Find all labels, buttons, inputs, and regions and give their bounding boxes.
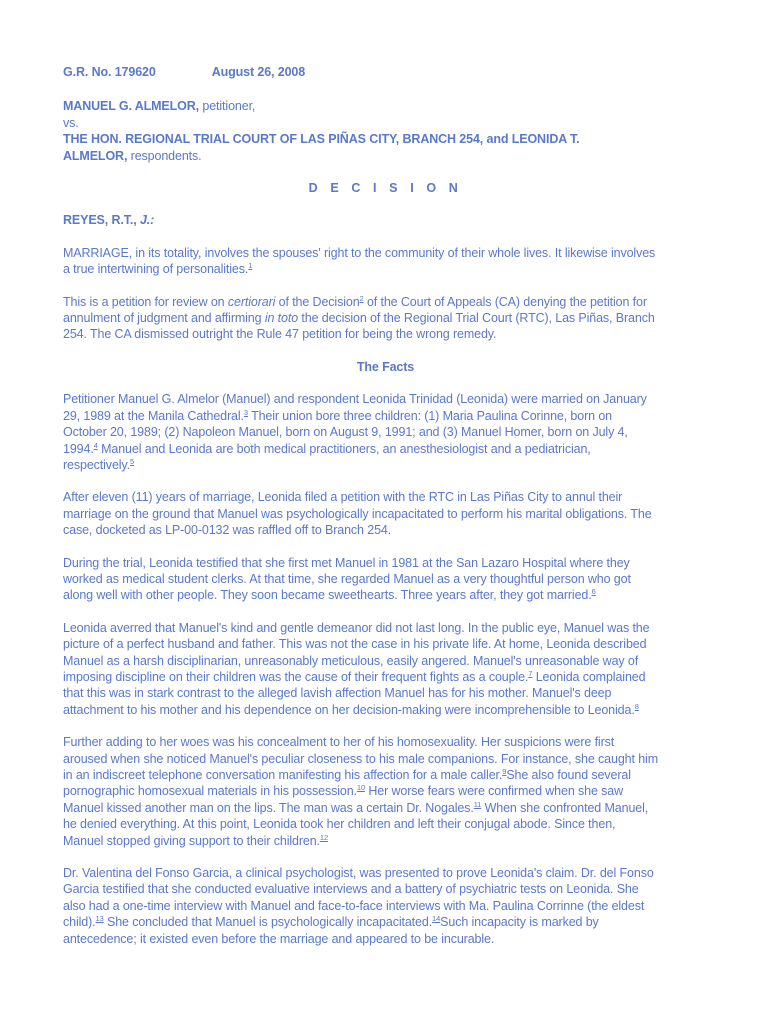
footnote-ref-4[interactable]: 4 bbox=[93, 440, 98, 450]
respondents-role: respondents. bbox=[127, 148, 202, 163]
text-line: aroused when she noticed Manuel's peculiar closeness to his male companions. For instance, she caught him bbox=[63, 751, 658, 766]
footnote-ref-7[interactable]: 7 bbox=[528, 668, 533, 678]
text-line: respectively. bbox=[63, 457, 130, 472]
section-heading-facts: The Facts bbox=[356, 359, 415, 374]
text-line: Garcia testified that she conducted evaluative interviews and a battery of psychiatric tests on Leonida. She bbox=[63, 882, 639, 897]
footnote-ref-6[interactable]: 6 bbox=[591, 587, 596, 597]
footnote-ref-10[interactable]: 10 bbox=[356, 783, 366, 793]
respondents-line: THE HON. REGIONAL TRIAL COURT OF LAS PIÑAS CITY, BRANCH 254, and LEONIDA T. bbox=[63, 132, 580, 147]
ponente-title: J.: bbox=[139, 213, 155, 228]
text-line: Further adding to her woes was his concealment to her of his homosexuality. Her suspicions were first bbox=[63, 735, 615, 750]
text-line: in an indiscreet telephone conversation manifesting his affection for a male caller. bbox=[63, 768, 503, 782]
text-line: of the Decision bbox=[275, 294, 360, 309]
text-line: Manuel and Leonida are both medical practitioners, an anesthesiologist and a pediatrician, bbox=[97, 441, 591, 456]
paragraph-2 bbox=[63, 294, 708, 343]
text-line: She concluded that Manuel is psychologically incapacitated. bbox=[103, 915, 433, 930]
case-parties bbox=[63, 98, 708, 164]
paragraph-1 bbox=[63, 245, 708, 278]
paragraph-7 bbox=[63, 734, 708, 849]
text-line: Manuel kissed another man on the lips. The man was a certain Dr. Nogales. bbox=[63, 800, 474, 815]
text-line: Petitioner Manuel G. Almelor (Manuel) and respondent Leonida Trinidad (Leonida) were married on January bbox=[63, 392, 647, 407]
text-line: Such incapacity is marked by bbox=[440, 915, 599, 930]
text-line: annulment of judgment and affirming bbox=[63, 311, 265, 326]
text-line: Their union bore three children: (1) Maria Paulina Corinne, born on bbox=[247, 408, 612, 423]
footnote-ref-5[interactable]: 5 bbox=[129, 456, 135, 466]
gr-number: G.R. No. 179620 bbox=[63, 65, 156, 79]
paragraph-3 bbox=[63, 391, 708, 473]
italic-term: in toto bbox=[264, 311, 299, 326]
versus-label: vs. bbox=[63, 115, 79, 130]
text-line: When she confronted Manuel, bbox=[481, 800, 649, 815]
ponente-name: REYES, R.T., bbox=[63, 213, 140, 228]
ponente bbox=[63, 212, 708, 228]
petitioner-name: MANUEL G. ALMELOR, bbox=[63, 99, 200, 114]
text-line: 1994. bbox=[63, 441, 94, 456]
text-line: picture of a perfect husband and father. This was not the case in his private life. At home, Leonida described bbox=[63, 637, 647, 652]
text-line: child). bbox=[63, 915, 96, 930]
text-line: antecedence; it existed even before the marriage and appeared to be incurable. bbox=[63, 931, 495, 946]
petitioner-role: petitioner, bbox=[199, 99, 256, 114]
text-line: This is a petition for review on bbox=[63, 294, 228, 309]
text-line: Leonida averred that Manuel's kind and gentle demeanor did not last long. In the public eye, Manuel was the bbox=[63, 620, 650, 635]
decision-document bbox=[63, 58, 708, 947]
text-line: Manuel stopped giving support to their children. bbox=[63, 833, 320, 848]
decision-date: August 26, 2008 bbox=[211, 65, 306, 79]
text-line: She also found several bbox=[506, 768, 631, 782]
text-line: marriage on the ground that Manuel was psychologically incapacitated to perform his marital obligations. The bbox=[63, 506, 652, 521]
footnote-ref-3[interactable]: 3 bbox=[243, 407, 248, 417]
case-header bbox=[63, 64, 708, 80]
text-line: along well with other people. They soon became sweethearts. Three years after, they got married. bbox=[63, 588, 592, 603]
respondent-name: ALMELOR, bbox=[63, 148, 128, 163]
text-line: 254. The CA dismissed outright the Rule 47 petition for being the wrong remedy. bbox=[63, 327, 497, 342]
text-line: of the Court of Appeals (CA) denying the petition for bbox=[363, 294, 647, 309]
text-line: he denied everything. At this point, Leonida took her children and left their conjugal abode. Since then, bbox=[63, 817, 616, 832]
paragraph-5 bbox=[63, 555, 708, 604]
text-line: attachment to his mother and his dependence on her decision-making were incomprehensible to Leonida. bbox=[63, 702, 635, 717]
footnote-ref-9[interactable]: 9 bbox=[502, 767, 507, 776]
footnote-ref-12[interactable]: 12 bbox=[319, 832, 329, 842]
footnote-ref-13[interactable]: 13 bbox=[95, 914, 104, 924]
text-line: Manuel as a harsh disciplinarian, unreasonably meticulous, easily angered. Manuel's unreasonable way of bbox=[63, 653, 639, 668]
text-line: the decision of the Regional Trial Court (RTC), Las Piñas, Branch bbox=[298, 311, 655, 326]
italic-term: certiorari bbox=[227, 294, 276, 309]
footnote-ref-14[interactable]: 14 bbox=[432, 914, 441, 924]
paragraph-8 bbox=[63, 865, 708, 947]
footnote-ref-1[interactable]: 1 bbox=[248, 261, 253, 271]
text-line: a true intertwining of personalities. bbox=[63, 262, 249, 277]
decision-title: D E C I S I O N bbox=[308, 181, 463, 196]
text-line: that this was in stark contrast to the alleged lavish affection Manuel has for his mother. Manuel's deep bbox=[63, 686, 612, 701]
text-line: During the trial, Leonida testified that she first met Manuel in 1981 at the San Lazaro Hospital where they bbox=[63, 555, 630, 570]
text-line: October 20, 1989; (2) Napoleon Manuel, born on August 9, 1991; and (3) Manuel Homer, born on July 4, bbox=[63, 425, 628, 440]
text-line: case, docketed as LP-00-0132 was raffled off to Branch 254. bbox=[63, 523, 392, 538]
footnote-ref-2[interactable]: 2 bbox=[359, 293, 364, 303]
paragraph-6 bbox=[63, 620, 708, 718]
text-line: Her worse fears were confirmed when she saw bbox=[365, 784, 624, 799]
footnote-ref-11[interactable]: 11 bbox=[473, 799, 482, 809]
text-line: 29, 1989 at the Manila Cathedral. bbox=[63, 408, 244, 423]
text-line: MARRIAGE, in its totality, involves the spouses' right to the community of their whole lives. It likewise involves bbox=[63, 245, 656, 260]
text-line: After eleven (11) years of marriage, Leonida filed a petition with the RTC in Las Piñas City to annul their bbox=[63, 490, 623, 505]
text-line: Dr. Valentina del Fonso Garcia, a clinical psychologist, was presented to prove Leonida's claim. Dr. del Fonso bbox=[63, 866, 654, 881]
paragraph-4 bbox=[63, 489, 708, 538]
text-line: Leonida complained bbox=[532, 669, 646, 684]
text-line: worked as medical student clerks. At that time, she regarded Manuel as a very thoughtful person who got bbox=[63, 571, 631, 586]
text-line: imposing discipline on their children was the cause of their frequent fights as a couple. bbox=[63, 669, 529, 684]
footnote-ref-8[interactable]: 8 bbox=[634, 701, 639, 711]
text-line: also had a one-time interview with Manuel and face-to-face interviews with Ma. Paulina Corrinne (the eldest bbox=[63, 898, 645, 913]
text-line: pornographic homosexual materials in his possession. bbox=[63, 784, 357, 799]
